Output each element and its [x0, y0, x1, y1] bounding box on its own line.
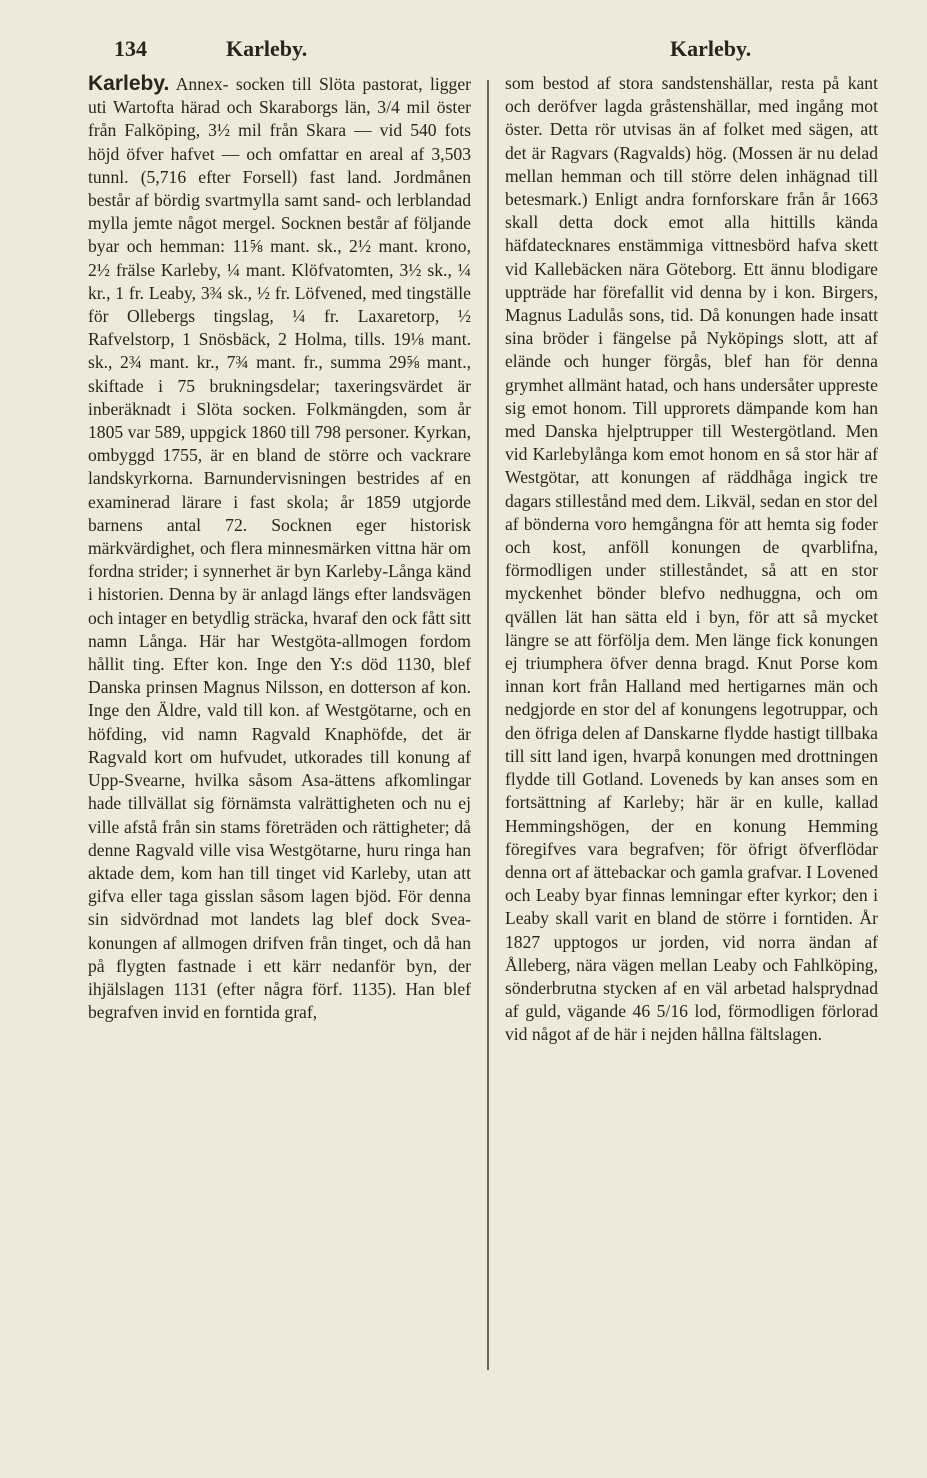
- running-head-right: Karleby.: [670, 36, 752, 61]
- right-column-paragraph: som bestod af stora sandstenshällar, resta på kant och deröfver lagda gråstenshällar, med ingång mot öster. Detta rör utvisas än af folket med sägen, att det är Ragvars (Ragvalds) hög. (Mossen är nu delad mellan hemman och till större delen inhägnad till betesmark.) Enligt andra fornforskare från år 1663 skall detta dock emot alla hittills kända häfdatecknares enstämmiga vittnesbörd hafva skett vid Kallebäcken nära Göteborg. Ett ännu blodigare uppträde har förefallit vid denna by i kon. Birgers, Magnus Ladulås sons, tid. Då konungen hade insatt sina bröder i fängelse på Nyköpings slott, att af elände och hunger förgås, blef han för denna grymhet allmänt hatad, och hans undersåter uppreste sig emot honom. Till upprorets dämpande kom han med Danska hjelptrupper till Westergötland. Men vid Karlebylånga kom emot honom en så stor här af Westgötar, att konungen af räddhåga ingick tre dagars stillestånd med dem. Likväl, sedan en stor del af bönderna voro hemgångna för att hemta sig foder och kost, anföll konungen de qvarblifna, förmodligen under stilleståndet, så att en stor myckenhet bönder blefvo nedhuggna, och om qvällen lät han sätta eld i byn, för att så mycket längre se att förfölja dem. Men länge fick konungen ej triumphera öfver denna bragd. Knut Porse kom innan kort från Halland med hertigarnes män och nedgjorde en stor del af konungens legotruppar, och den öfriga delen af Danskarne flydde hastigt tillbaka till sitt land igen, hvarpå konungen med drottningen flydde till Gotland. Loveneds by kan anses som en fortsättning af Karleby; här är en kulle, kallad Hemmingshögen, der en konung Hemming föregifves vara begrafven; för öfrigt öfverflödar denna ort af ättebackar och gamla grafvar. I Lovened och Leaby byar finnas lemningar efter kyrkor; den i Leaby skall varit en bland de större i forntiden. År 1827 upptogos ur jorden, vid norra ändan af Ålleberg, nära vägen mellan Leaby och Fahlköping, sönderbrutna stycken af en väl arbetad halsprydnad af guld, vägande 46 5/16 lod, förmodligen förlorad vid något af de här i nejden hållna fältslagen.: [505, 73, 878, 1045]
- entry-lead-word: Karleby.: [88, 72, 170, 95]
- left-column-paragraph: [88, 72, 471, 1024]
- column-divider: [487, 80, 489, 1370]
- right-column: [505, 72, 878, 1047]
- running-head-left: Karleby.: [226, 36, 308, 61]
- left-column: [88, 72, 471, 1024]
- left-column-text: Annex- socken till Slöta pastorat, ligger uti Wartofta härad och Skaraborgs län, 3/4 mil öster från Falköping, 3½ mil från Skara — vid 540 fots höjd öfver hafvet — och omfattar en areal af 3,503 tunnl. (5,716 efter Forsell) fast land. Jordmånen består af bördig svartmylla samt sand- och lerblandad mylla jemte något mergel. Socknen består af följande byar och hemman: 11⅝ mant. sk., 2½ mant. krono, 2½ frälse Karleby, ¼ mant. Klöfvatomten, 3½ sk., ¼ kr., 1 fr. Leaby, 3¾ sk., ½ fr. Löfvened, med tingställe för Ollebergs tingslag, ¼ fr. Laxaretorp, ½ Rafvelstorp, 1 Snösbäck, 2 Holma, tills. 19⅛ mant. sk., 2¾ mant. kr., 7¾ mant. fr., summa 29⅝ mant., skiftade i 75 brukningsdelar; taxeringsvärdet är inberäknadt i Slöta socken. Folkmängden, som år 1805 var 589, uppgick 1860 till 798 personer. Kyrkan, ombyggd 1755, är en bland de större och vackrare landskyrkorna. Barnundervisningen bestrides af en examinerad lärare i fast skola; år 1859 utgjorde barnens antal 72. Socknen eger historisk märkvärdighet, och flera minnesmärken vittna här om fordna strider; i synnerhet är byn Karleby-Långa känd i historien. Denna by är anlagd längs efter landsvägen och intager en betydlig sträcka, hvaraf den ock fått sitt namn Långa. Här har Westgöta-allmogen fordom hållit ting. Efter kon. Inge den Y:s död 1130, blef Danska prinsen Magnus Nilsson, en dotterson af kon. Inge den Äldre, vald till kon. af Westgötarne, och en höfding, vid namn Ragvald Knaphöfde, det är Ragvald kort om hufvudet, utkorades till konung af Upp-Svearne, hvilka såsom Asa-ättens afkomlingar hade tillvällat sig förnämsta valrättigheten och nu ej ville afstå från sin stams företräden och rättigheter; då denne Ragvald ville visa Westgötarne, huru ringa han aktade dem, kom han till tinget vid Karleby, utan att gifva eller taga gisslan såsom lagen bjöd. För denna sin sidvördnad mot landets lag blef dock Svea-konungen af allmogen drifven från tinget, och då han på flygten fastnade i ett kärr nedanför byn, der ihjälslagen 1131 (efter några förf. 1135). Han blef begrafven invid en forntida graf,: [88, 74, 472, 1023]
- page-number: 134: [114, 36, 147, 61]
